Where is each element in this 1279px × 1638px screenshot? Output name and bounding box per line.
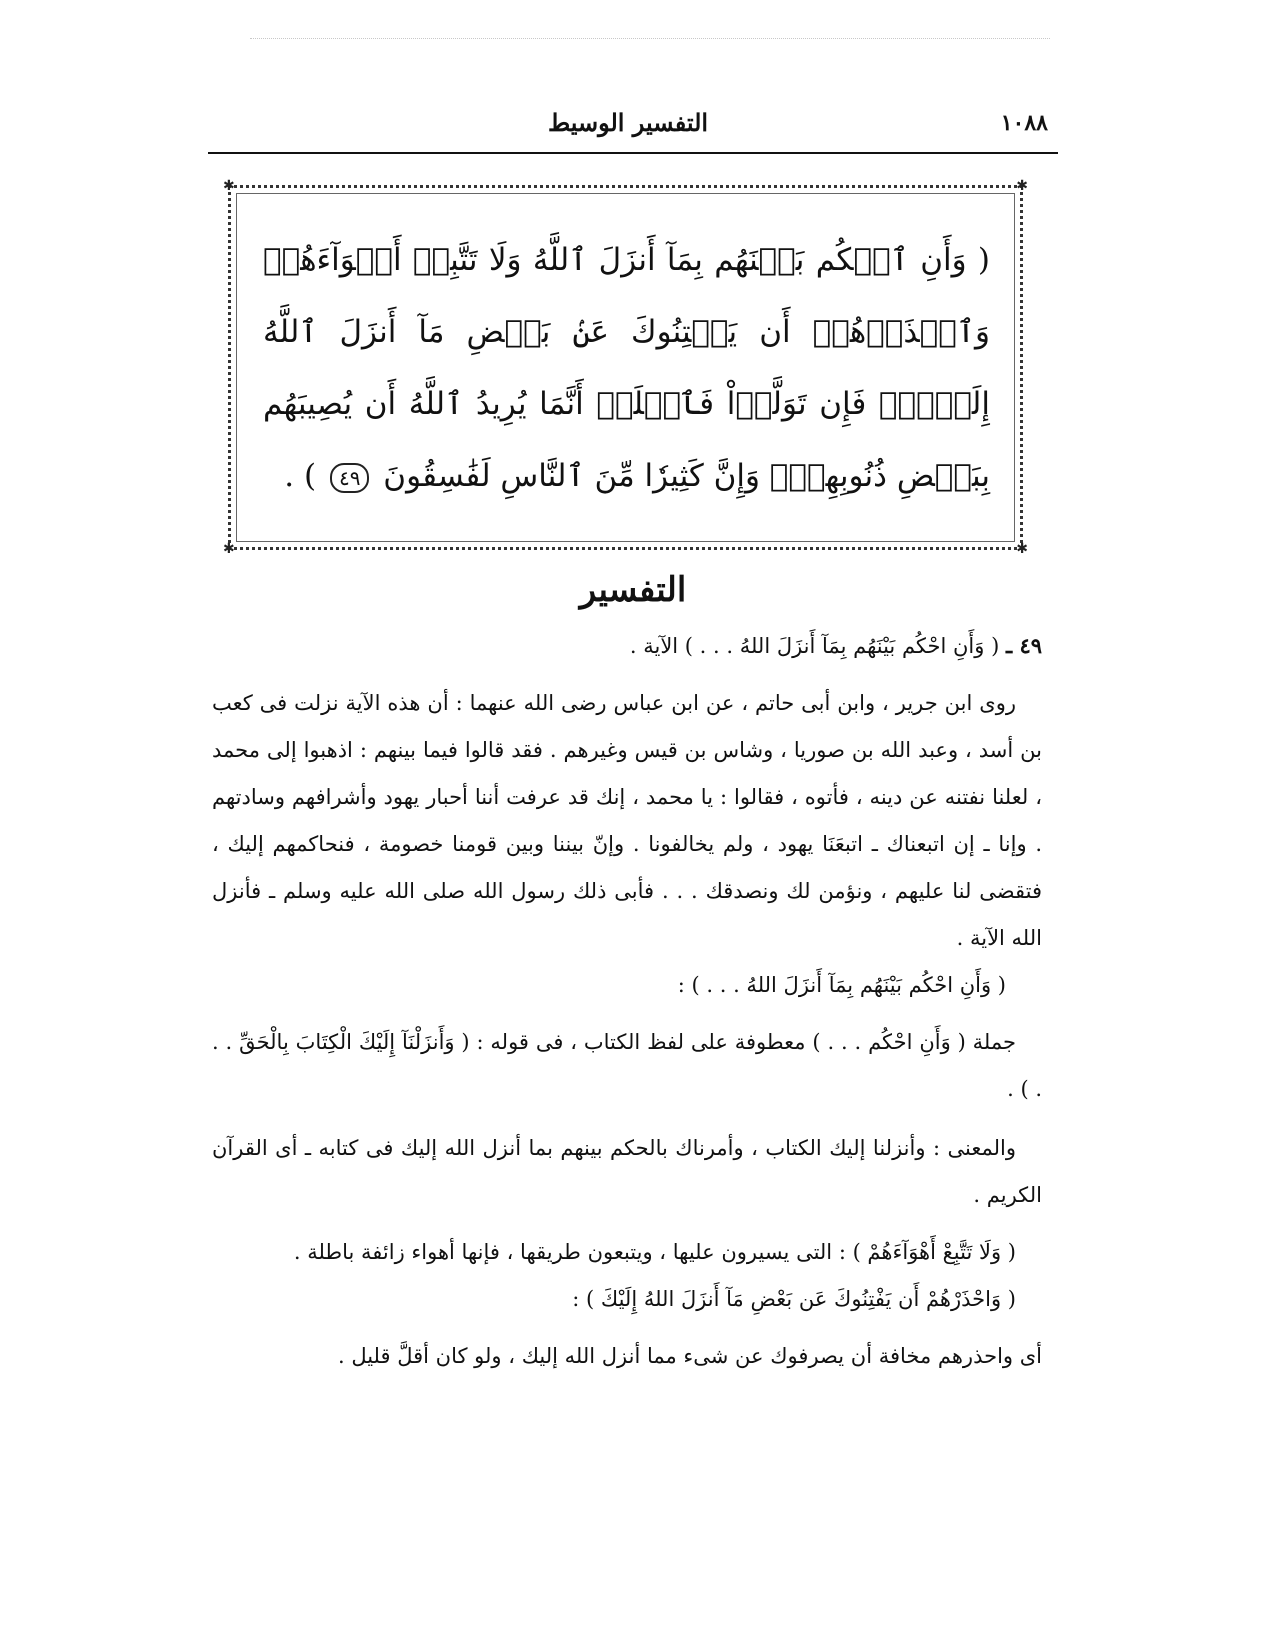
verse-number: ٤٩ ـ xyxy=(1005,633,1042,658)
paragraph-grammar: جملة ( وَأَنِ احْكُم . . . ) معطوفة على لفظ الكتاب ، فى قوله : ( وَأَنزَلْنَآ إِلَيْكَ الْكِتَابَ بِالْحَقِّ . . . ) . xyxy=(212,1030,1042,1101)
running-title: التفسير الوسيط xyxy=(547,108,709,137)
frame-corner-star-icon: ✱ xyxy=(1016,178,1028,194)
verse-text: ( وَأَنِ ٱحۡكُم بَيۡنَهُم بِمَآ أَنزَلَ ٱللَّهُ وَلَا تَتَّبِعۡ أَهۡوَآءَهُمۡ وَٱحۡذَرۡهُمۡ أَن يَفۡتِنُوكَ عَنۢ بَعۡضِ مَآ أَنزَلَ ٱللَّهُ إِلَيۡكَۖ فَإِن تَوَلَّوۡاْ فَٱعۡلَمۡ أَنَّمَا يُرِيدُ ٱللَّهُ أَن يُصِيبَهُم بِبَعۡضِ ذُنُوبِهِمۡۗ وَإِنَّ كَثِيرٗا مِّنَ ٱلنَّاسِ لَفَٰسِقُونَ xyxy=(263,242,990,494)
paragraph-beware: ( وَاحْذَرْهُمْ أَن يَفْتِنُوكَ عَن بَعْضِ مَآ أَنزَلَ اللهُ إِلَيْكَ ) : xyxy=(572,1287,1016,1311)
paragraph-meaning: والمعنى : وأنزلنا إليك الكتاب ، وأمرناك بالحكم بينهم بما أنزل الله إليك فى كتابه ـ أى القرآن الكريم . xyxy=(212,1136,1042,1207)
paragraph-explanation: أى واحذرهم مخافة أن يصرفوك عن شىء مما أنزل الله إليك ، ولو كان أقلَّ قليل . xyxy=(337,1344,1042,1368)
paragraph-desires: ( وَلَا تَتَّبِعْ أَهْوَآءَهُمْ ) : التى يسيرون عليها ، ويتبعون طريقها ، فإنها أهواء زائفة باطلة . xyxy=(293,1240,1016,1264)
frame-corner-star-icon: ✱ xyxy=(223,178,235,194)
ayah-number-marker: ٤٩ xyxy=(330,463,369,493)
paragraph-occasion: روى ابن جرير ، وابن أبى حاتم ، عن ابن عباس رضى الله عنهما : أن هذه الآية نزلت فى كعب بن أسد ، وعبد الله بن صوريا ، وشاس بن قيس وغيرهم . فقد قالوا فيما بينهم : اذهبوا إلى محمد ، لعلنا نفتنه عن دينه ، فأتوه ، فقالوا : يا محمد ، إنك قد عرفت أننا أحبار يهود وأشرافهم وسادتهم . وإنا ـ إن اتبعناك ـ اتبعَنَا يهود ، ولم يخالفونا . وإنّ بيننا وبين قومنا خصومة ، فنحاكمهم إليك ، فتقضى لنا عليهم ، ونؤمن لك ونصدقك . . . فأبى ذلك رسول الله صلى الله عليه وسلم ـ فأنزل الله الآية . xyxy=(212,691,1042,950)
verse-frame xyxy=(223,178,1028,557)
verse-closing: ) . xyxy=(284,458,317,494)
page-number: ١٠٨٨ xyxy=(1000,110,1048,136)
frame-corner-star-icon: ✱ xyxy=(223,541,235,557)
page-header xyxy=(208,108,1058,150)
section-heading: التفسير xyxy=(579,570,687,610)
verse-reference-text: ( وَأَنِ احْكُم بَيْنَهُم بِمَآ أَنزَلَ اللهُ . . . ) الآية . xyxy=(629,634,1000,658)
commentary-body xyxy=(212,622,1042,1380)
header-rule xyxy=(208,152,1058,154)
paragraph-verse-quote: ( وَأَنِ احْكُم بَيْنَهُم بِمَآ أَنزَلَ اللهُ . . . ) : xyxy=(677,973,1006,997)
quran-verse xyxy=(263,224,990,512)
scan-artifact-line xyxy=(250,38,1050,40)
frame-corner-star-icon: ✱ xyxy=(1016,541,1028,557)
paragraph-verse-reference xyxy=(212,622,1042,670)
